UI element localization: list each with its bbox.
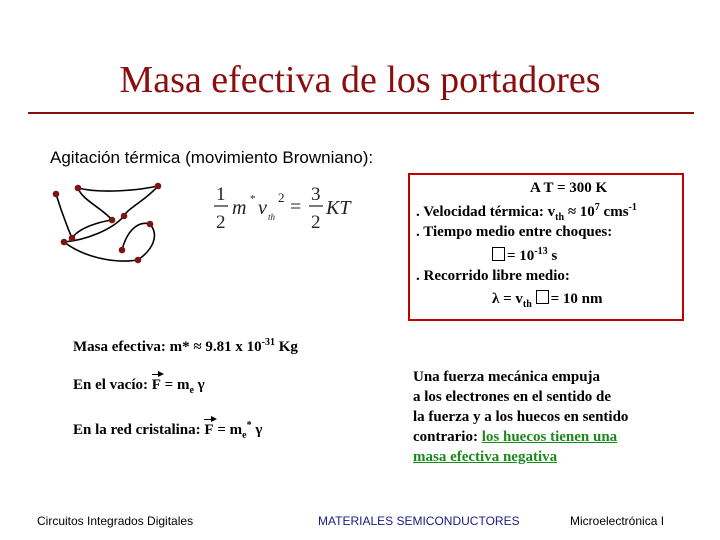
walk-dot	[109, 217, 116, 224]
walk-dot	[75, 185, 82, 192]
page-title: Masa efectiva de los portadores	[119, 59, 601, 101]
title-divider	[28, 112, 694, 114]
eq-lhs-v: v	[258, 197, 267, 219]
walk-dot	[135, 257, 142, 264]
explanation-line: a los electrones en el sentido de	[413, 389, 612, 405]
walk-dot	[53, 191, 60, 198]
footer-course: Circuitos Integrados Digitales	[37, 514, 194, 528]
box-collision-time-value: = $10^{-13}$ s	[492, 246, 557, 265]
walk-dot	[155, 183, 162, 190]
walk-path-1	[56, 186, 158, 238]
missing-glyph-box	[536, 290, 549, 304]
explanation-line: contrario: los huecos tienen una	[413, 429, 618, 445]
walk-dot	[147, 221, 154, 228]
box-free-path-value: $\lambda = v_{th} = 10$ nm	[492, 291, 603, 310]
box-thermal-velocity: . Velocidad térmica: $v_{th} \approx 10^7$ cms$^{-1}$	[416, 202, 637, 223]
box-collision-time-label: . Tiempo medio entre choques:	[416, 224, 613, 240]
eq-rhs-num: 3	[311, 184, 321, 205]
box-free-path-label: . Recorrido libre medio:	[416, 268, 570, 284]
explanation-line: masa efectiva negativa	[413, 449, 558, 465]
walk-path-2	[64, 216, 154, 261]
brownian-walk-diagram	[42, 180, 172, 270]
explanation-line: Una fuerza mecánica empuja	[413, 369, 601, 385]
box-temperature: A T = 300 K	[530, 180, 608, 196]
explanation-text	[413, 367, 693, 467]
eq-lhs-pow: 2	[278, 190, 285, 205]
walk-dot	[69, 235, 76, 242]
eq-rhs-kt: KT	[326, 197, 351, 219]
force-vector-symbol: F	[151, 377, 161, 393]
effective-mass-line: Masa efectiva: m* ≈ 9.81 x $10^{-31}$ Kg	[73, 337, 298, 355]
eq-lhs-sub: th	[268, 212, 276, 222]
walk-dot	[61, 239, 68, 246]
kinetic-energy-equation	[212, 180, 362, 240]
eq-equals: =	[290, 196, 302, 218]
eq-lhs-m: m	[232, 197, 247, 219]
vacuum-force-equation: En el vacío: $F = m_e$ γ	[73, 377, 205, 396]
footer-subject: Microelectrónica I	[570, 514, 665, 528]
eq-lhs-den: 2	[216, 212, 226, 233]
walk-dot	[121, 213, 128, 220]
lattice-force-equation: En la red cristalina: $F = m_e^*$ γ	[73, 420, 263, 441]
force-vector-symbol: F	[204, 422, 214, 438]
eq-lhs-num: 1	[216, 184, 226, 205]
thermal-parameters-box	[408, 173, 684, 321]
missing-glyph-box	[492, 247, 505, 261]
walk-dot	[119, 247, 126, 254]
footer-topic: MATERIALES SEMICONDUCTORES	[318, 514, 520, 528]
explanation-line: la fuerza y a los huecos en sentido	[413, 409, 629, 425]
eq-lhs-star: *	[250, 193, 256, 205]
section-subtitle: Agitación térmica (movimiento Browniano):	[50, 148, 374, 167]
eq-rhs-den: 2	[311, 212, 321, 233]
